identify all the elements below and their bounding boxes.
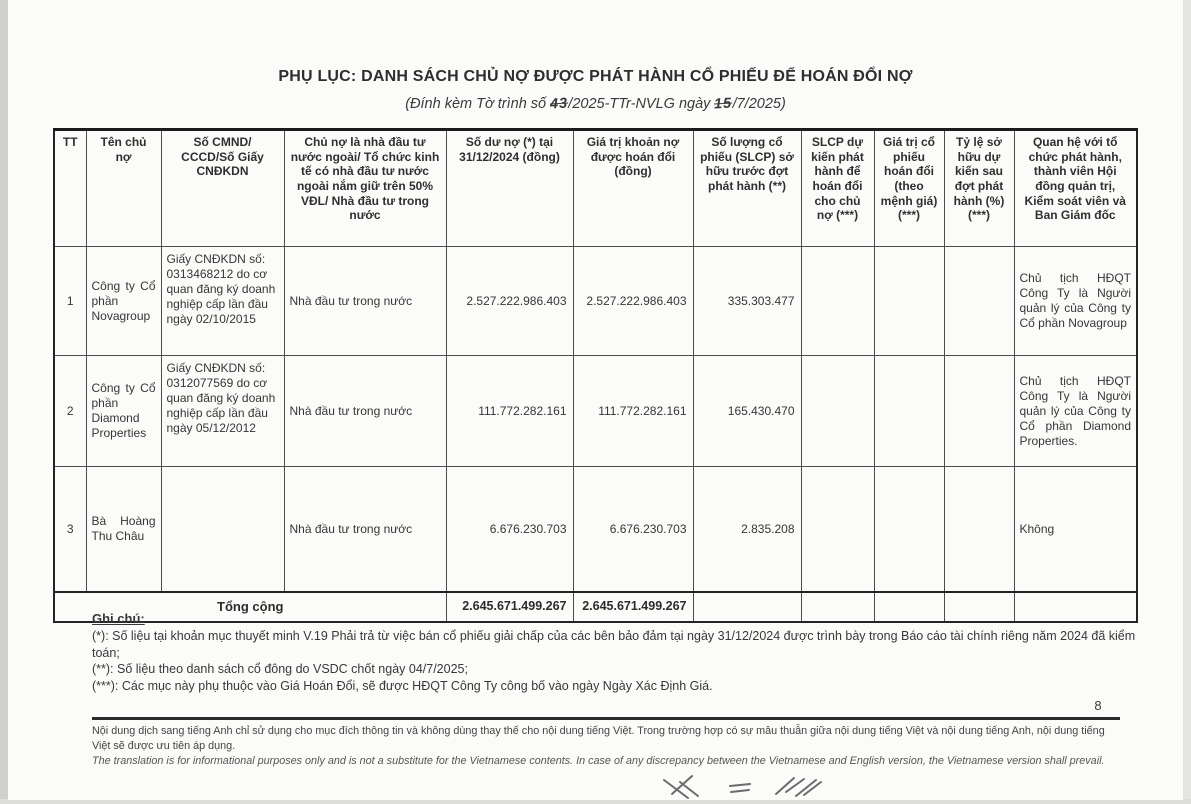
cell-tt: 3 (54, 467, 86, 593)
page-title: PHỤ LỤC: DANH SÁCH CHỦ NỢ ĐƯỢC PHÁT HÀNH CỔ PHIẾU ĐỂ HOÁN ĐỔI NỢ (278, 68, 913, 85)
cell-shares-before: 335.303.477 (693, 247, 801, 356)
table-row (54, 356, 1137, 467)
header-tt: TT (54, 130, 86, 247)
cell-ownership-after (944, 356, 1014, 467)
header-swap-value: Giá trị khoản nợ được hoán đổi (đồng) (573, 130, 693, 247)
cell-tt: 1 (54, 247, 86, 356)
cell-debt-balance: 111.772.282.161 (446, 356, 573, 467)
cell-relationship: Chủ tịch HĐQT Công Ty là Người quản lý của Công ty Cổ phần Diamond Properties. (1014, 356, 1137, 467)
footer-disclaimer-vi: Nội dung dịch sang tiếng Anh chỉ sử dụng cho mục đích thông tin và không dùng thay thế cho nội dung tiếng Việt. Trong trường hợp có sự mâu thuẫn giữa nội dung tiếng Việt và nội dung tiếng Anh, nội dung tiếng Việt sẽ được ưu tiên áp dụng. (92, 725, 1105, 753)
cell-investor-type: Nhà đầu tư trong nước (284, 356, 446, 467)
total-debt-balance: 2.645.671.499.267 (446, 592, 573, 622)
cell-share-par-value (874, 247, 944, 356)
cell-swap-value: 6.676.230.703 (573, 467, 693, 593)
cell-investor-type: Nhà đầu tư trong nước (284, 247, 446, 356)
cell-investor-type: Nhà đầu tư trong nước (284, 467, 446, 593)
cell-id-number: Giấy CNĐKDN số: 0312077569 do cơ quan đăng ký doanh nghiệp cấp lần đầu ngày 05/12/2012 (161, 356, 284, 467)
cell-share-par-value (874, 356, 944, 467)
footer-disclaimer-en: The translation is for informational purposes only and is not a substitute for the Vietnamese contents. In case of any discrepancy between the Vietnamese and English version, the Vietnamese version shall prevail. (92, 755, 1105, 767)
notes-section (92, 610, 1154, 694)
header-shares-before: Số lượng cổ phiếu (SLCP) sở hữu trước đợt phát hành (**) (693, 130, 801, 247)
header-share-par-value: Giá trị cổ phiếu hoán đổi (theo mệnh giá) (***) (874, 130, 944, 247)
note-item: (***): Các mục này phụ thuộc vào Giá Hoán Đổi, sẽ được HĐQT Công Ty công bố vào ngày Ngày Xác Định Giá. (92, 678, 713, 693)
cell-shares-before: 2.835.208 (693, 467, 801, 593)
cell-creditor-name: Công ty Cổ phần Diamond Properties (86, 356, 161, 467)
cell-debt-balance: 2.527.222.986.403 (446, 247, 573, 356)
cell-creditor-name: Bà Hoàng Thu Châu (86, 467, 161, 593)
scan-edge-left (0, 0, 8, 804)
cell-id-number: Giấy CNĐKDN số: 0313468212 do cơ quan đăng ký doanh nghiệp cấp lần đầu ngày 02/10/2015 (161, 247, 284, 356)
table-row (54, 247, 1137, 356)
creditor-appendix-table (53, 128, 1138, 623)
cell-swap-value: 2.527.222.986.403 (573, 247, 693, 356)
note-item: (**): Số liệu theo danh sách cổ đông do VSDC chốt ngày 04/7/2025; (92, 662, 468, 677)
table-row (54, 467, 1137, 593)
header-investor-type: Chủ nợ là nhà đầu tư nước ngoài/ Tổ chức kinh tế có nhà đầu tư nước ngoài nắm giữ trên 50% VĐL/ Nhà đầu tư trong nước (284, 130, 446, 247)
table-header-row (54, 130, 1137, 247)
total-label: Tổng cộng (54, 592, 446, 622)
cell-creditor-name: Công ty Cổ phần Novagroup (86, 247, 161, 356)
header-id-number: Số CMND/ CCCD/Số Giấy CNĐKDN (161, 130, 284, 247)
cell-slcp-expected (801, 356, 874, 467)
handwritten-doc-number: 43 (549, 95, 569, 113)
note-item: (*): Số liệu tại khoản mục thuyết minh V.19 Phải trả từ việc bán cổ phiếu giải chấp của các bên bảo đảm tại ngày 31/12/2024 được trình bày trong Báo cáo tài chính riêng năm 2024 đã kiểm toán; (92, 629, 1136, 660)
total-swap-value: 2.645.671.499.267 (573, 592, 693, 622)
cell-relationship: Không (1014, 467, 1137, 593)
cell-slcp-expected (801, 467, 874, 593)
cell-slcp-expected (801, 247, 874, 356)
signature-scribble (658, 770, 828, 802)
doc-reference-suffix: /7/2025) (732, 96, 786, 112)
header-slcp-expected: SLCP dự kiến phát hành để hoán đổi cho chủ nợ (***) (801, 130, 874, 247)
header-creditor-name: Tên chủ nợ (86, 130, 161, 247)
cell-debt-balance: 6.676.230.703 (446, 467, 573, 593)
cell-swap-value: 111.772.282.161 (573, 356, 693, 467)
doc-reference (8, 96, 1183, 112)
doc-reference-prefix: (Đính kèm Tờ trình số (405, 96, 551, 112)
cell-ownership-after (944, 247, 1014, 356)
header-relationship: Quan hệ với tổ chức phát hành, thành viên Hội đồng quản trị, Kiểm soát viên và Ban Giám đốc (1014, 130, 1137, 247)
header-ownership-after: Tỷ lệ sở hữu dự kiến sau đợt phát hành (%) (***) (944, 130, 1014, 247)
footer-divider (92, 717, 1120, 720)
document-page (8, 0, 1183, 800)
header-debt-balance: Số dư nợ (*) tại 31/12/2024 (đồng) (446, 130, 573, 247)
scan-edge-right (1183, 0, 1191, 804)
notes-heading: Ghi chú: (92, 611, 145, 626)
cell-share-par-value (874, 467, 944, 593)
page-number: 8 (1094, 698, 1102, 713)
cell-relationship: Chủ tịch HĐQT Công Ty là Người quản lý của Công ty Cổ phần Novagroup (1014, 247, 1137, 356)
cell-shares-before: 165.430.470 (693, 356, 801, 467)
doc-reference-mid: /2025-TTr-NVLG ngày (568, 96, 715, 112)
handwritten-day: 15 (714, 95, 733, 113)
cell-id-number (161, 467, 284, 593)
cell-tt: 2 (54, 356, 86, 467)
cell-ownership-after (944, 467, 1014, 593)
